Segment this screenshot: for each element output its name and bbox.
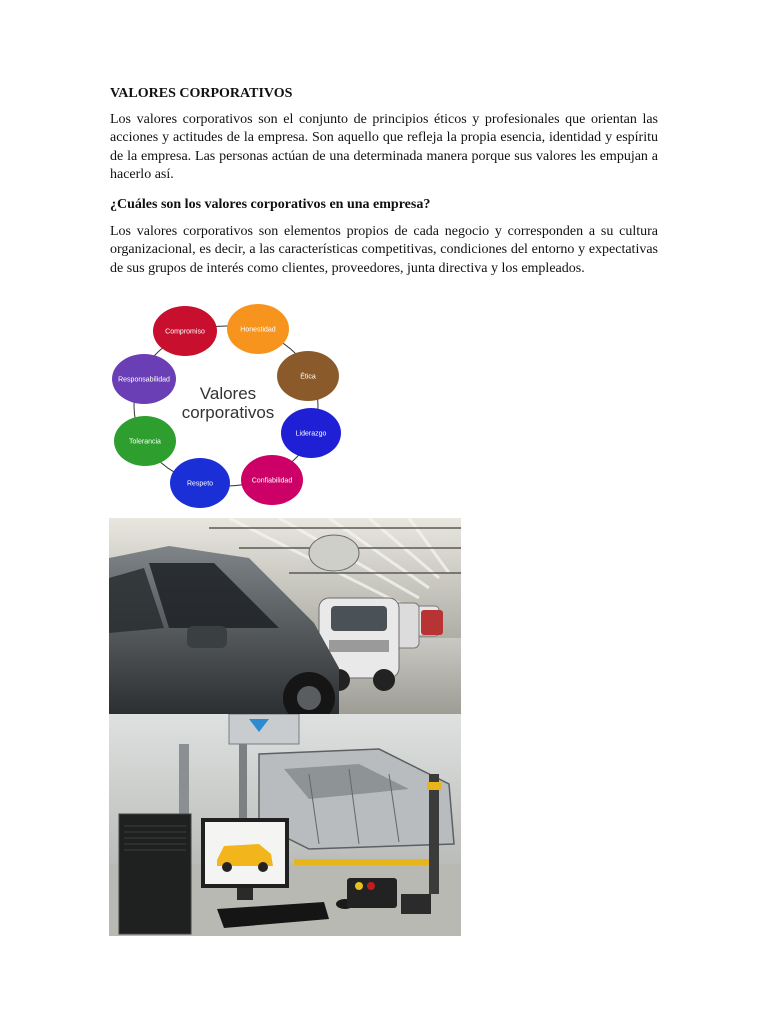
section-heading: ¿Cuáles son los valores corporativos en una empresa?	[110, 197, 431, 212]
value-node-etica	[277, 351, 339, 401]
value-node-compromiso	[153, 306, 217, 356]
value-node-honestidad	[227, 304, 289, 354]
car-assembly-line-photo	[109, 518, 461, 714]
value-node-label: Honestidad	[240, 326, 276, 334]
value-node-label: Confiabilidad	[251, 477, 293, 485]
value-node-label: Liderazgo	[295, 430, 327, 438]
paragraph-elements: Los valores corporativos son elementos propios de cada negocio y corresponden a su cultura organizacional, es decir, a las características competitivas, condiciones del entorno y expectativas de sus grupos de interés como clientes, proveedores, junta directiva y los empleados.	[110, 224, 658, 276]
value-node-label: Respeto	[186, 480, 214, 488]
values-cycle-diagram	[108, 302, 344, 510]
value-node-label: Responsabilidad	[118, 376, 170, 384]
paragraph-intro: Los valores corporativos son el conjunto de principios éticos y profesionales que orientan las acciones y actitudes de la empresa. Son aquello que refleja la propia esencia, identidad y espíritu de la empresa. Las personas actúan de una determinada manera porque sus valores les empujan a hacerlo así.	[110, 112, 658, 182]
value-node-label: Compromiso	[165, 328, 205, 336]
diagram-center-line2: corporativos	[181, 403, 275, 422]
car-chassis-inspection-photo	[109, 714, 461, 936]
value-node-responsabilidad	[112, 354, 176, 404]
value-node-confiabilidad	[241, 455, 303, 505]
diagram-center-line1: Valores	[199, 384, 257, 403]
value-node-liderazgo	[281, 408, 341, 458]
value-node-label: Tolerancia	[129, 438, 161, 446]
value-node-respeto	[170, 458, 230, 508]
value-node-label: Ética	[300, 373, 316, 381]
value-node-tolerancia	[114, 416, 176, 466]
document-title: VALORES CORPORATIVOS	[110, 86, 293, 101]
